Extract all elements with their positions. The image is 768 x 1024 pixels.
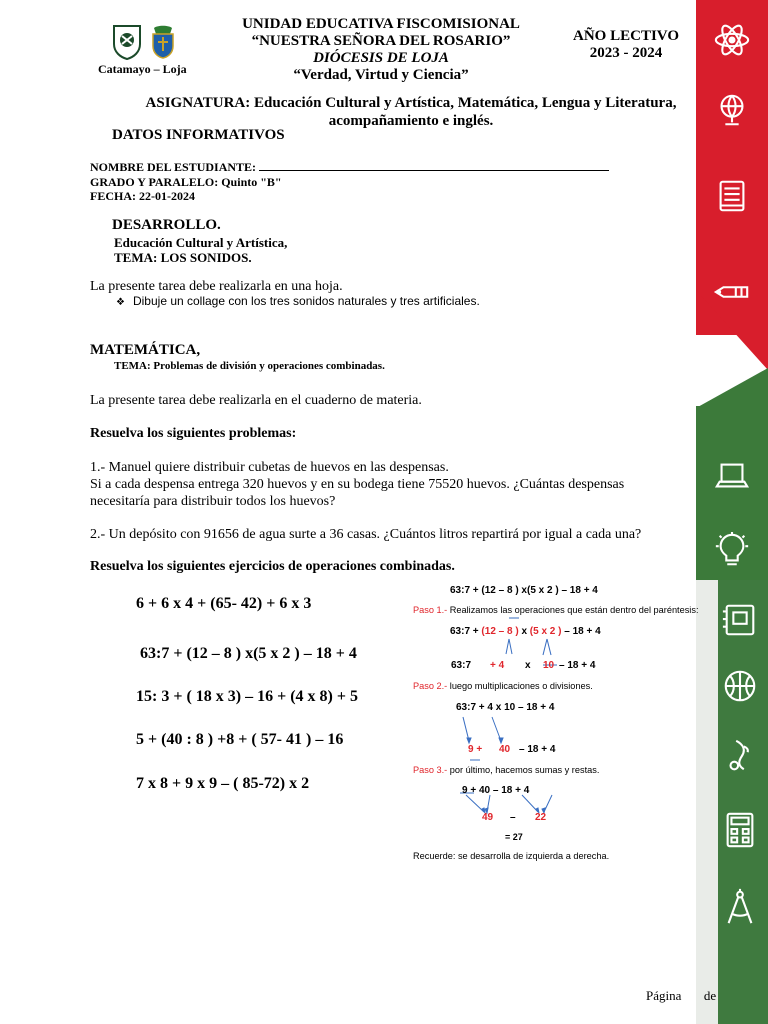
problem-1-line2: Si a cada despensa entrega 320 huevos y en su bodega tiene 75520 huevos. ¿Cuántas despensas [90, 477, 625, 492]
lightbulb-icon [710, 528, 754, 572]
pencil-icon [710, 270, 754, 314]
diocese-name: DIÓCESIS DE LOJA [313, 50, 449, 66]
grade-label: GRADO Y PARALELO: Quinto "B" [90, 174, 282, 189]
year-label: AÑO LECTIVO [573, 28, 679, 44]
book-icon [710, 174, 754, 218]
page-label: Página [646, 988, 682, 1003]
math-tema: TEMA: Problemas de división y operaciones combinadas. [114, 360, 385, 372]
paso-1-expr-e: – 18 + 4 [561, 626, 601, 637]
atom-icon [710, 18, 754, 62]
art-bullet-text: Dibuje un collage con los tres sonidos naturales y tres artificiales. [132, 294, 480, 308]
worked-example [412, 580, 724, 870]
diocese-crest-logo [148, 24, 178, 60]
year-value: 2023 - 2024 [589, 45, 663, 61]
globe-icon [710, 88, 754, 132]
paso-2-row-a: 9 + [468, 744, 483, 755]
diamond-bullet-icon: ❖ [116, 297, 125, 308]
paso-3-expression: 9 + 40 – 18 + 4 [462, 785, 530, 796]
school-name-line1: UNIDAD EDUCATIVA FISCOMISIONAL [242, 16, 520, 32]
paso-2-expression: 63:7 + 4 x 10 – 18 + 4 [456, 702, 555, 713]
subject-line2: acompañamiento e inglés. [328, 113, 494, 129]
paso-1-label: Paso 1.- [413, 605, 448, 615]
page-footer [646, 988, 716, 1004]
band-green-tip [696, 368, 768, 408]
paso-1-expr-c: x [518, 626, 530, 637]
math-heading: MATEMÁTICA, [90, 342, 201, 358]
paso-3-row-a: 49 [482, 812, 494, 823]
school-crest-logo [112, 24, 142, 60]
worked-example-arrows [412, 580, 724, 870]
paso-1-row-c: x [525, 660, 531, 671]
paso-3-row-c: 22 [535, 812, 547, 823]
paso-1-row-d: 10 [543, 660, 555, 671]
art-subject-block [114, 235, 287, 265]
paso-1-row-e: – 18 + 4 [559, 660, 596, 671]
math-instruction: La presente tarea debe realizarla en el cuaderno de materia. [90, 393, 422, 408]
subject-line1: ASIGNATURA: Educación Cultural y Artística, Matemática, Lengua y Literatura, [145, 95, 677, 111]
art-subject: Educación Cultural y Artística, [114, 235, 288, 250]
date-label: FECHA: 22-01-2024 [90, 189, 195, 203]
paso-3-row-b: – [510, 812, 516, 823]
paso-3-text: por último, hacemos sumas y restas. [447, 765, 600, 775]
problem-1-line1: 1.- Manuel quiere distribuir cubetas de huevos en las despensas. [90, 460, 449, 475]
logo-caption: Catamayo – Loja [98, 62, 187, 76]
paso-2-label: Paso 2.- [413, 681, 448, 691]
problems-heading: Resuelva los siguientes problemas: [90, 426, 297, 441]
paso-2-row-c: – 18 + 4 [519, 744, 556, 755]
paso-1-expression [450, 626, 601, 637]
exercise-5: 7 x 8 + 9 x 9 – ( 85-72) x 2 [136, 775, 310, 792]
student-name-line [259, 160, 609, 171]
student-info [90, 160, 609, 204]
decorative-side-band [696, 0, 768, 1024]
notebook-icon [718, 598, 762, 642]
laptop-icon [710, 454, 754, 498]
subject-heading [128, 94, 694, 130]
art-tema: TEMA: LOS SONIDOS. [114, 250, 252, 265]
paso-2-text: luego multiplicaciones o divisiones. [447, 681, 593, 691]
exercise-3: 15: 3 + ( 18 x 3) – 16 + (4 x 8) + 5 [136, 688, 358, 705]
school-logos [112, 24, 178, 60]
example-note: Recuerde: se desarrolla de izquierda a derecha. [413, 851, 610, 861]
paso-1-row-a: 63:7 [451, 660, 472, 671]
example-result: = 27 [505, 832, 523, 842]
music-note-icon [718, 734, 762, 778]
paso-1 [413, 605, 699, 615]
exercise-2: 63:7 + (12 – 8 ) x(5 x 2 ) – 18 + 4 [140, 645, 357, 662]
problem-2: 2.- Un depósito con 91656 de agua surte a 36 casas. ¿Cuántos litros repartirá por igual a cada una? [90, 527, 642, 542]
paso-1-text: Realizamos las operaciones que están dentro del paréntesis: [447, 605, 699, 615]
art-bullet [116, 294, 480, 308]
calculator-icon [718, 808, 762, 852]
example-expression-top: 63:7 + (12 – 8 ) x(5 x 2 ) – 18 + 4 [450, 585, 598, 596]
page-de-label: de [703, 988, 717, 1003]
art-instruction: La presente tarea debe realizarla en una hoja. [90, 279, 343, 294]
exercise-1: 6 + 6 x 4 + (65- 42) + 6 x 3 [136, 595, 312, 612]
problem-1 [90, 459, 702, 510]
school-motto: “Verdad, Virtud y Ciencia” [293, 67, 469, 83]
paso-2 [413, 681, 593, 691]
exercises-heading: Resuelva los siguientes ejercicios de operaciones combinadas. [90, 559, 455, 574]
datos-heading: DATOS INFORMATIVOS [112, 127, 285, 143]
paso-1-expr-a: 63:7 + [450, 626, 482, 637]
paso-2-row-b: 40 [499, 744, 511, 755]
problem-1-line3: necesitaría para distribuir todos los huevos? [90, 494, 336, 509]
paso-3 [413, 765, 599, 775]
school-name-line2: “NUESTRA SEÑORA DEL ROSARIO” [251, 33, 511, 49]
school-name-block [222, 16, 540, 84]
paso-1-expr-b: (12 – 8 ) [481, 626, 519, 637]
paso-3-label: Paso 3.- [413, 765, 448, 775]
compass-icon [718, 884, 762, 928]
exercise-4: 5 + (40 : 8 ) +8 + ( 57- 41 ) – 16 [136, 731, 344, 748]
desarrollo-heading: DESARROLLO. [112, 217, 221, 233]
student-name-label: NOMBRE DEL ESTUDIANTE: [90, 160, 257, 174]
basketball-icon [718, 664, 762, 708]
band-green-lower [718, 580, 768, 1024]
paso-1-expr-d: (5 x 2 ) [529, 626, 562, 637]
paso-1-row-b: + 4 [490, 660, 505, 671]
school-year-block [566, 28, 686, 62]
